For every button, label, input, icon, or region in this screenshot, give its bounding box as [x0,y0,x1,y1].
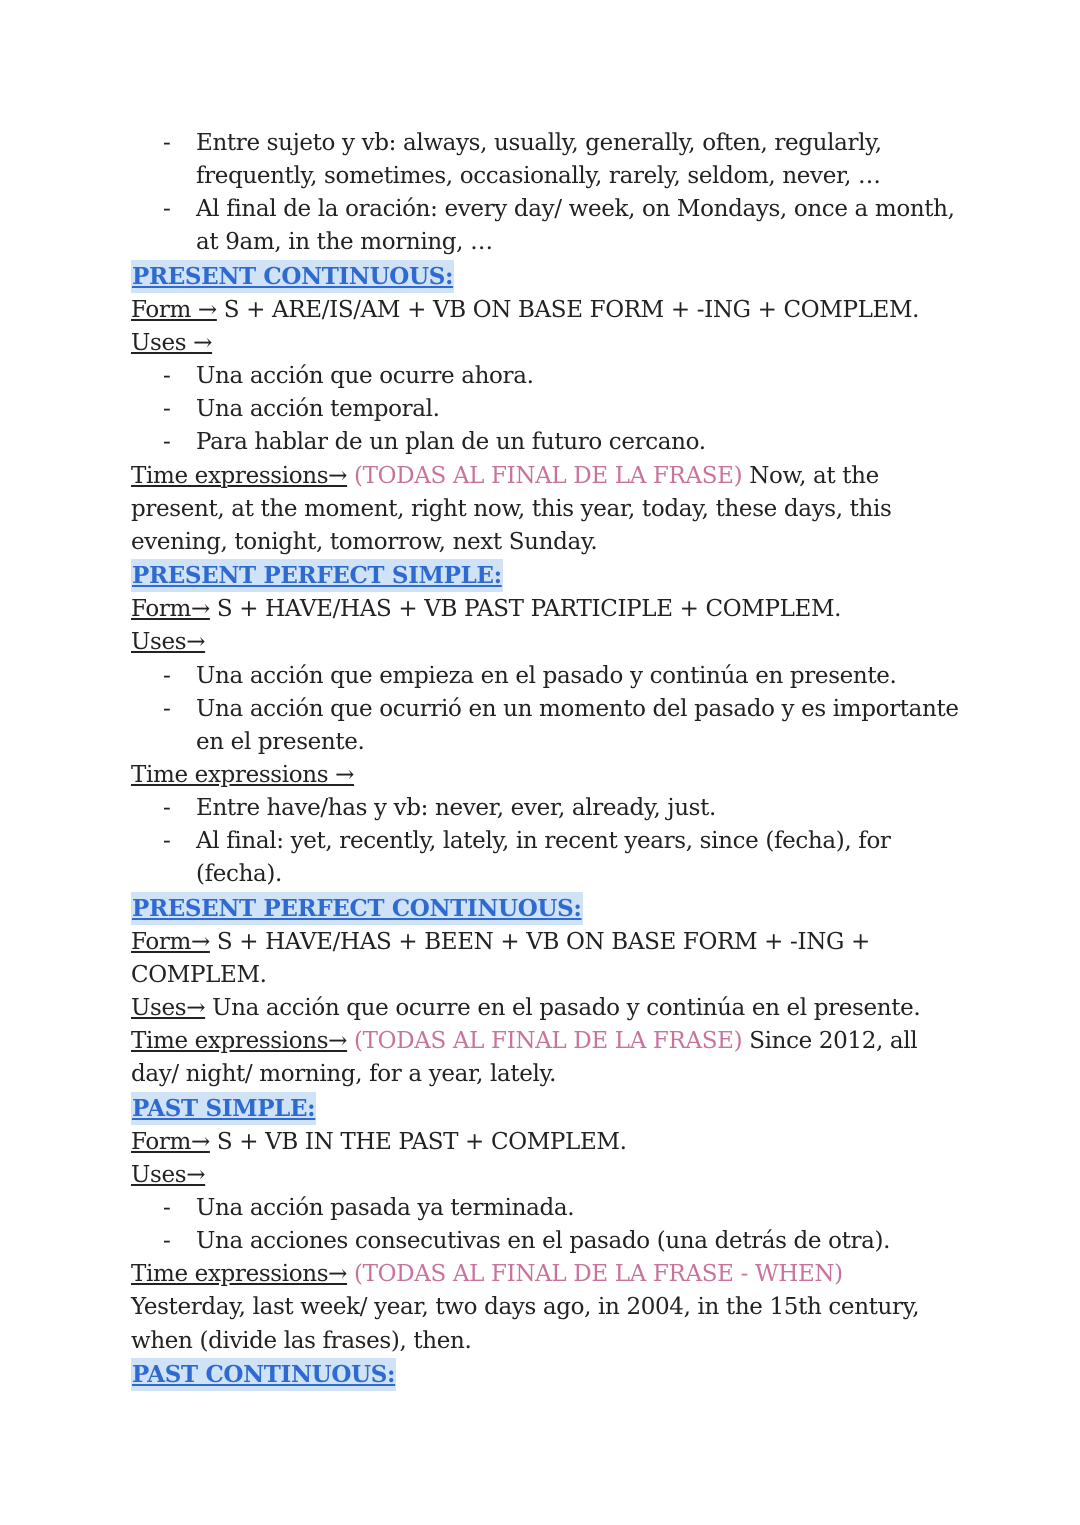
time-text: evening, tonight, tomorrow, next Sunday. [131,528,598,555]
time-expressions-continuation [131,493,970,526]
form-line [131,926,970,959]
list-item [131,360,970,393]
time-expressions-continuation [131,1058,970,1091]
time-expressions-line [131,759,970,792]
list-item-text: Una acción pasada ya terminada. [196,1195,575,1221]
time-note: (TODAS AL FINAL DE LA FRASE) [347,1028,743,1055]
section-heading: PRESENT CONTINUOUS: [131,260,454,293]
section-heading: PAST SIMPLE: [131,1092,316,1125]
time-expressions-continuation [131,1291,970,1324]
time-text: when (divide las frases), then. [131,1327,472,1354]
list-item [131,792,970,825]
section-present-perfect-continuous [131,892,970,926]
time-label: Time expressions→ [131,462,348,489]
bullet-dash: - [163,1228,171,1255]
list-item [131,1225,970,1258]
uses-label: Uses → [131,329,213,356]
time-expressions-line [131,1258,970,1291]
list-item-text: Al final: yet, recently, lately, in recent years, since (fecha), for [196,828,891,855]
uses-label: Uses→ [131,995,206,1022]
bullet-dash: - [163,662,171,689]
bullet-dash: - [163,828,171,855]
section-present-continuous [131,260,970,294]
time-expressions-continuation [131,526,970,559]
list-item [131,393,970,426]
time-label: Time expressions → [131,761,355,788]
bullet-dash: - [163,363,171,390]
uses-label: Uses→ [131,629,206,656]
list-item-text: (fecha). [196,861,282,888]
uses-line [131,1159,970,1192]
list-item-text: Una acciones consecutivas en el pasado (una detrás de otra). [196,1228,891,1255]
form-text: S + ARE/IS/AM + VB ON BASE FORM + -ING + COMPLEM. [216,296,920,323]
bullet-dash: - [163,429,171,456]
section-heading: PRESENT PERFECT SIMPLE: [131,559,503,592]
list-item-text: at 9am, in the morning, … [196,229,493,256]
list-item [131,693,970,759]
time-expressions-continuation [131,1325,970,1358]
form-label: Form→ [131,1128,210,1155]
section-past-simple [131,1092,970,1126]
list-item-text: Una acción temporal. [196,396,440,423]
form-text: S + HAVE/HAS + BEEN + VB ON BASE FORM + -ING + [209,928,870,955]
list-item-text: frequently, sometimes, occasionally, rarely, seldom, never, … [196,163,881,190]
uses-line [131,992,970,1025]
time-text: Yesterday, last week/ year, two days ago, in 2004, in the 15th century, [131,1294,920,1321]
form-text: S + HAVE/HAS + VB PAST PARTICIPLE + COMPLEM. [209,596,842,623]
section-present-perfect-simple [131,559,970,593]
uses-line [131,626,970,659]
list-item [131,127,970,193]
form-line [131,1126,970,1159]
list-item [131,825,970,891]
list-item-text: Entre have/has y vb: never, ever, already, just. [196,795,716,822]
time-text: present, at the moment, right now, this year, today, these days, this [131,495,892,522]
bullet-dash: - [163,396,171,423]
form-label: Form → [131,296,217,323]
uses-label: Uses→ [131,1161,206,1188]
list-item [131,1192,970,1225]
time-text: Since 2012, all [742,1028,918,1055]
time-note: (TODAS AL FINAL DE LA FRASE - WHEN) [347,1261,843,1288]
list-item-text: Una acción que empieza en el pasado y continúa en presente. [196,662,897,689]
form-text: COMPLEM. [131,961,267,988]
bullet-dash: - [163,795,171,822]
uses-text: Una acción que ocurre en el pasado y continúa en el presente. [205,995,921,1022]
list-item-text: Una acción que ocurrió en un momento del pasado y es importante [196,695,959,722]
list-item [131,660,970,693]
time-text: Now, at the [742,462,879,489]
bullet-dash: - [163,196,171,223]
uses-line [131,327,970,360]
time-expressions-line [131,460,970,493]
form-label: Form→ [131,596,210,623]
section-heading: PRESENT PERFECT CONTINUOUS: [131,892,583,925]
form-line [131,294,970,327]
section-heading: PAST CONTINUOUS: [131,1358,396,1391]
list-item-text: Al final de la oración: every day/ week, on Mondays, once a month, [196,196,955,223]
bullet-dash: - [163,695,171,722]
list-item [131,193,970,259]
section-past-continuous [131,1358,970,1392]
list-item-text: Para hablar de un plan de un futuro cercano. [196,429,706,456]
form-text: S + VB IN THE PAST + COMPLEM. [209,1128,627,1155]
form-label: Form→ [131,928,210,955]
time-note: (TODAS AL FINAL DE LA FRASE) [347,462,743,489]
time-label: Time expressions→ [131,1028,348,1055]
bullet-dash: - [163,130,171,156]
form-line [131,593,970,626]
list-item [131,426,970,459]
list-item-text: Una acción que ocurre ahora. [196,363,534,390]
bullet-dash: - [163,1195,171,1221]
time-expressions-line [131,1025,970,1058]
time-text: day/ night/ morning, for a year, lately. [131,1061,557,1088]
form-continuation [131,959,970,992]
time-label: Time expressions→ [131,1261,348,1288]
list-item-text: Entre sujeto y vb: always, usually, generally, often, regularly, [196,130,882,156]
list-item-text: en el presente. [196,728,365,755]
